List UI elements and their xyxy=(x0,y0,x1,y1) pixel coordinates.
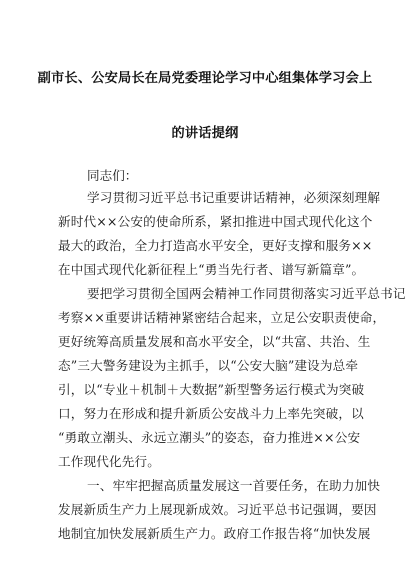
paragraph-line: 态”三大警务建设为主抓手，以“公安大脑”建设为总牵 xyxy=(58,358,359,373)
paragraph-line: 更好统筹高质量发展和高水平安全，以“共富、共治、生 xyxy=(58,334,371,349)
document-title-line-1: 副市长、公安局长在局党委理论学习中心组集体学习会上 xyxy=(37,71,373,86)
paragraph-line: 引，以“专业＋机制＋大数据”新型警务运行模式为突破 xyxy=(58,382,365,397)
paragraph-line: 地制宜加快发展新质生产力。政府工作报告将“加快发展 xyxy=(58,526,371,541)
paragraph-line: “勇敢立潮头、永远立潮头”的姿态，奋力推进××公安 xyxy=(58,430,361,445)
document-title-line-2: 的讲话提纲 xyxy=(171,126,239,141)
paragraph-line: 发展新质生产力上展现新成效。习近平总书记强调，要因 xyxy=(58,502,377,517)
paragraph-line: 考察××重要讲话精神紧密结合起来，立足公安职责使命， xyxy=(58,310,386,325)
paragraph-line: 一、牢牢把握高质量发展这一首要任务，在助力加快 xyxy=(87,478,381,493)
paragraph-line: 口，努力在形成和提升新质公安战斗力上率先突破，以 xyxy=(58,406,364,421)
paragraph-line: 要把学习贯彻全国两会精神工作同贯彻落实习近平总书记 xyxy=(87,286,406,301)
paragraph-line: 新时代××公安的使命所系，紧扣推进中国式现代化这个 xyxy=(58,214,373,229)
paragraph-line: 最大的政治，全力打造高水平安全，更好支撑和服务×× xyxy=(58,238,373,253)
salutation: 同志们： xyxy=(87,168,138,183)
paragraph-line: 工作现代化先行。 xyxy=(58,454,160,469)
paragraph-line: 在中国式现代化新征程上“勇当先行者、谱写新篇章”。 xyxy=(58,262,365,277)
paragraph-line: 学习贯彻习近平总书记重要讲话精神，必须深刻理解 xyxy=(87,190,381,205)
